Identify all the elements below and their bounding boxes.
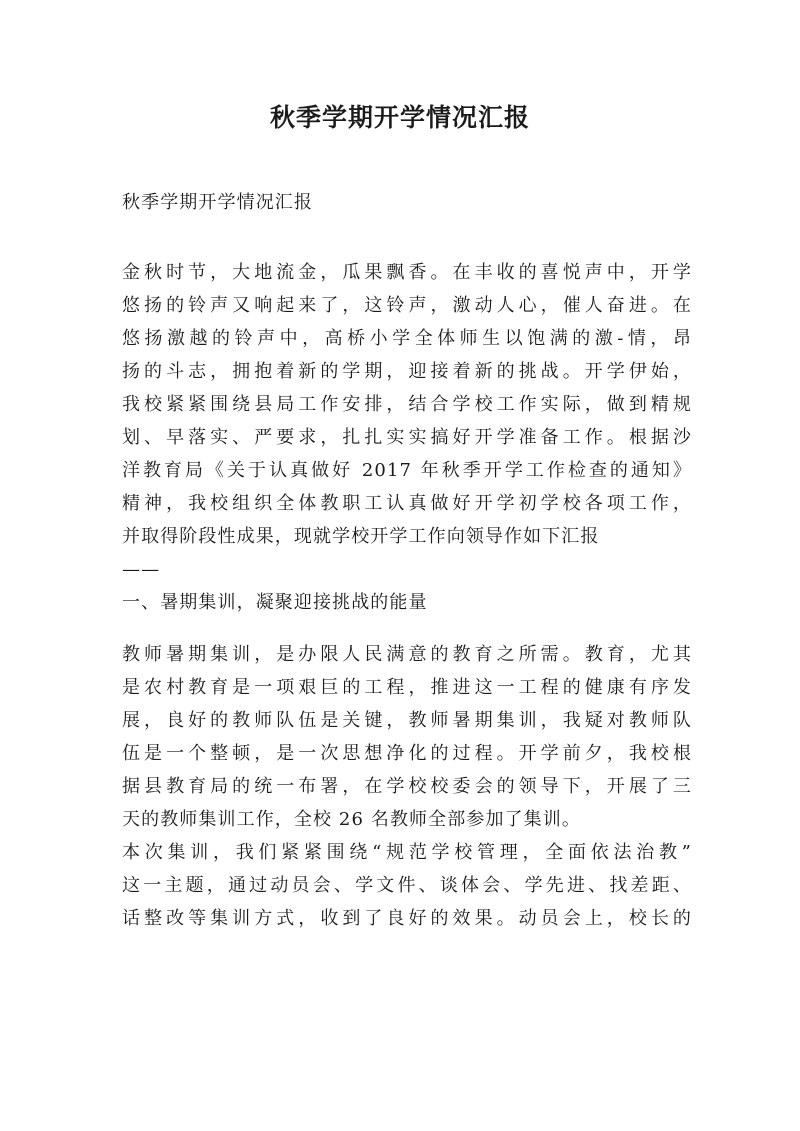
paragraph-line: 本次集训，我们紧紧围绕“规范学校管理，全面依法治教” (122, 842, 692, 863)
paragraph-line: 话整改等集训方式，收到了良好的效果。动员会上，校长的 (122, 908, 692, 929)
paragraph-line: 我校紧紧围绕县局工作安排，结合学校工作实际，做到精规 (122, 394, 692, 415)
paragraph-line: 扬的斗志，拥抱着新的学期，迎接着新的挑战。开学伊始， (122, 361, 692, 382)
paragraph-line: 教师暑期集训，是办限人民满意的教育之所需。教育，尤其 (122, 644, 692, 665)
paragraph-line: 悠扬的铃声又响起来了，这铃声，激动人心，催人奋进。在 (122, 295, 692, 316)
paragraph-line: 这一主题，通过动员会、学文件、谈体会、学先进、找差距、 (122, 875, 692, 896)
paragraph-line: —— (122, 559, 161, 580)
paragraph-line: 并取得阶段性成果，现就学校开学工作向领导作如下汇报 (122, 526, 600, 547)
paragraph-line: 悠扬激越的铃声中，高桥小学全体师生以饱满的激-情，昂 (122, 328, 692, 349)
paragraph-line: 伍是一个整顿，是一次思想净化的过程。开学前夕，我校根 (122, 743, 692, 764)
section-heading: 一、暑期集训，凝聚迎接挑战的能量 (122, 592, 428, 613)
paragraph-line: 金秋时节，大地流金，瓜果飘香。在丰收的喜悦声中，开学 (122, 262, 692, 283)
paragraph-line: 洋教育局《关于认真做好 2017 年秋季开学工作检查的通知》 (122, 460, 692, 481)
paragraph-line: 是农村教育是一项艰巨的工程，推进这一工程的健康有序发 (122, 677, 692, 698)
document-title: 秋季学期开学情况汇报 (269, 103, 530, 132)
paragraph-line: 天的教师集训工作，全校 26 名教师全部参加了集训。 (122, 809, 581, 830)
paragraph-line: 精神，我校组织全体教职工认真做好开学初学校各项工作， (122, 493, 692, 514)
paragraph-line: 据县教育局的统一布署，在学校校委会的领导下，开展了三 (122, 776, 692, 797)
paragraph-line: 划、早落实、严要求，扎扎实实搞好开学准备工作。根据沙 (122, 427, 692, 448)
document-subtitle: 秋季学期开学情况汇报 (122, 192, 313, 213)
paragraph-line: 展，良好的教师队伍是关键，教师暑期集训，我疑对教师队 (122, 710, 692, 731)
